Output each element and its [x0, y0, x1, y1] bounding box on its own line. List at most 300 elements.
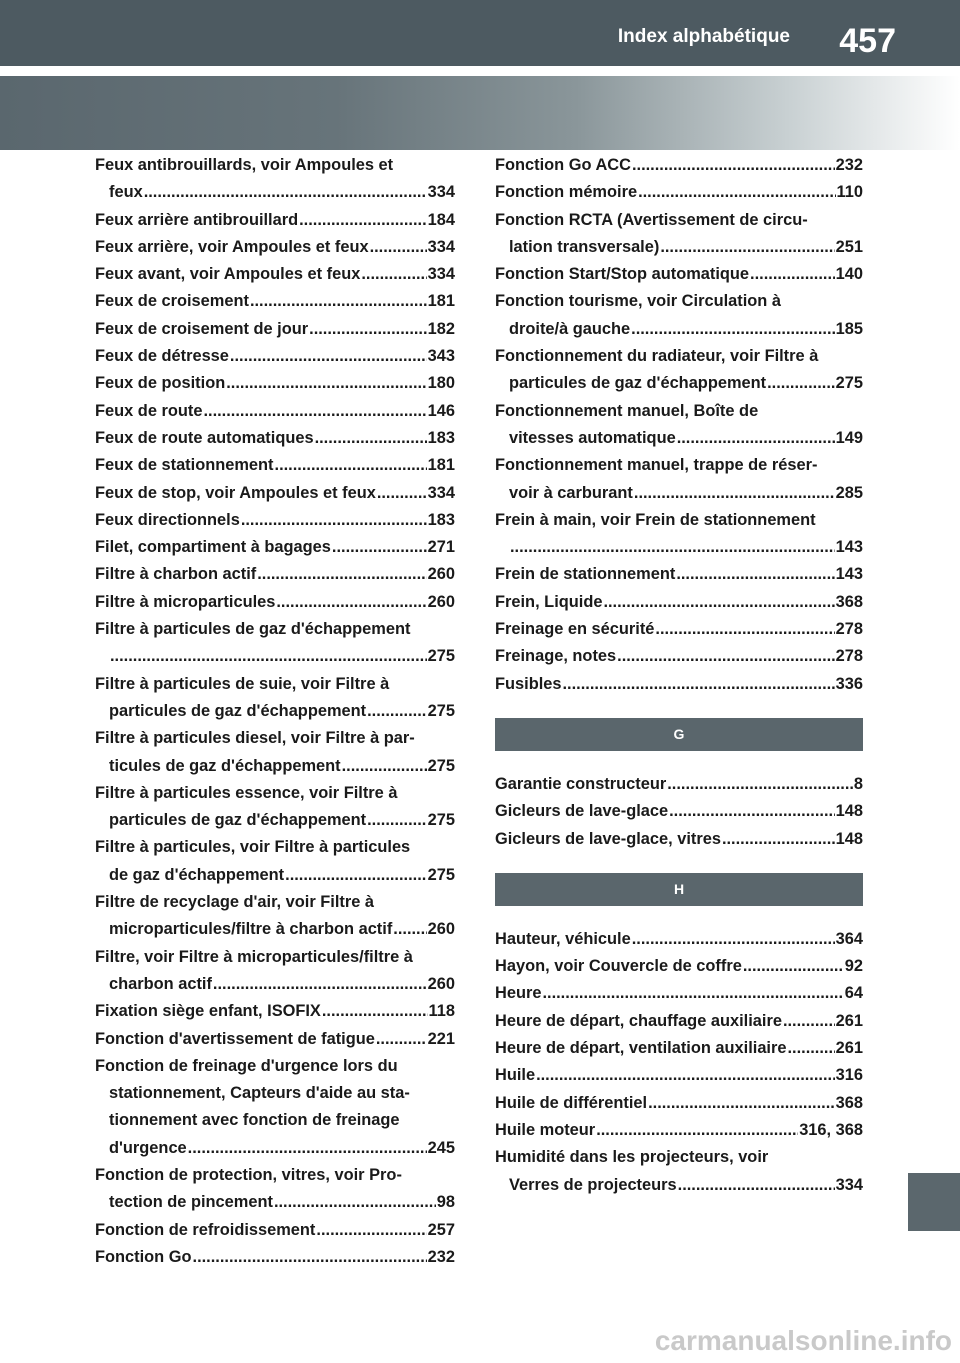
leader-dots [677, 425, 835, 452]
section-header-g: G [495, 718, 863, 751]
index-entry-label: Fonction de refroidissement [95, 1220, 316, 1239]
index-entry-row [95, 398, 455, 425]
leader-dots [226, 370, 426, 397]
leader-dots [638, 179, 835, 206]
index-entry-label: Feux de position [95, 374, 226, 393]
index-entry-label: droite/à gauche [509, 319, 631, 338]
leader-dots [188, 1135, 427, 1162]
index-entry-label: microparticules/filtre à charbon actif [109, 920, 393, 939]
index-entry [495, 152, 863, 179]
leader-dots [274, 1189, 436, 1216]
index-entry-row [95, 589, 455, 616]
index-entry-label: Feux arrière, voir Ampoules et feux [95, 237, 369, 256]
index-entry-page: 260 [427, 592, 455, 611]
index-entry-row [495, 316, 863, 343]
index-entry [495, 1117, 863, 1144]
index-entry-page: 232 [835, 156, 863, 174]
index-entry-page: 181 [427, 292, 455, 311]
index-entry-row [95, 753, 455, 780]
index-entry-label: Feux de stationnement [95, 456, 274, 475]
index-entry-row [495, 425, 863, 452]
index-entry [95, 261, 455, 288]
index-entry-label: Filtre à microparticules [95, 592, 276, 611]
index-entry-page: 260 [427, 565, 455, 584]
section-header-h: H [495, 873, 863, 906]
index-section-h [495, 926, 863, 1199]
index-entry [495, 953, 863, 980]
index-entry [95, 998, 455, 1025]
index-entry-text: Frein à main, voir Frein de stationnement [495, 510, 816, 529]
leader-dots [536, 1062, 835, 1089]
index-entry-text: Fonctionnement du radiateur, voir Filtre à [495, 347, 819, 366]
index-entry-page: 285 [835, 483, 863, 502]
index-entry-page: 260 [427, 920, 455, 939]
index-entry-page: 275 [427, 811, 455, 830]
index-entry-label: Frein, Liquide [495, 592, 603, 611]
leader-dots [617, 643, 835, 670]
index-entry-page: 98 [436, 1193, 455, 1212]
index-entry [95, 370, 455, 397]
index-entry-label: Feux de détresse [95, 347, 229, 366]
index-entry-row [95, 971, 455, 998]
index-entry-row [95, 862, 455, 889]
index-entry-label: Feux de route [95, 401, 203, 420]
index-entry-page: 316, 368 [799, 1120, 863, 1139]
index-entry-label: Filet, compartiment à bagages [95, 538, 331, 557]
index-entry-page: 245 [427, 1138, 455, 1157]
leader-dots [632, 926, 835, 953]
index-entry [95, 534, 455, 561]
leader-dots [257, 561, 426, 588]
index-entry-label: Hauteur, véhicule [495, 929, 631, 948]
index-entry-label: Fusibles [495, 674, 562, 693]
chapter-tab [908, 1173, 960, 1231]
index-entry [95, 725, 455, 780]
leader-dots [660, 234, 834, 261]
index-entry [95, 480, 455, 507]
index-entry-row [95, 1217, 455, 1244]
index-entry-row [495, 1172, 863, 1199]
index-entry-row [95, 916, 455, 943]
leader-dots [632, 152, 835, 179]
index-entry-label: Fixation siège enfant, ISOFIX [95, 1002, 321, 1021]
index-entry-page: 278 [835, 620, 863, 639]
index-entry-page: 334 [427, 237, 455, 256]
index-column-right [495, 152, 863, 1199]
index-entry [495, 771, 863, 798]
leader-dots [213, 971, 427, 998]
index-entry-label: Freinage, notes [495, 647, 617, 666]
index-entry [495, 1144, 863, 1199]
leader-dots [563, 671, 835, 698]
index-entry-page: 140 [835, 265, 863, 284]
index-entry-label: Fonction Start/Stop automatique [495, 265, 750, 284]
index-entry-page: 221 [427, 1029, 455, 1048]
index-entry-row [495, 1062, 863, 1089]
index-entry-row [495, 1035, 863, 1062]
index-entry-row [495, 561, 863, 588]
leader-dots [361, 261, 426, 288]
index-entry-row [95, 643, 455, 670]
leader-dots [596, 1117, 798, 1144]
leader-dots [315, 425, 427, 452]
index-section-f [495, 152, 863, 698]
index-entry-row [95, 534, 455, 561]
index-entry-row [95, 179, 455, 206]
index-entry [95, 944, 455, 999]
index-entry-label: Fonction mémoire [495, 183, 638, 202]
index-entry-row [495, 1008, 863, 1035]
leader-dots [743, 953, 844, 980]
index-entry-label: Heure de départ, ventilation auxiliaire [495, 1039, 787, 1058]
index-entry-label: de gaz d'échappement [109, 865, 285, 884]
index-entry-row [95, 561, 455, 588]
index-entry [495, 179, 863, 206]
index-entry-label: Filtre à charbon actif [95, 565, 257, 584]
index-entry-label: d'urgence [109, 1138, 187, 1157]
index-entry-page: 146 [427, 401, 455, 420]
index-entry-text: Filtre à particules, voir Filtre à particules [95, 838, 411, 857]
index-entry-page: 364 [835, 929, 863, 948]
index-entry [95, 152, 455, 207]
index-entry-text: Feux antibrouillards, voir Ampoules et [95, 156, 394, 174]
index-entry-page: 316 [835, 1066, 863, 1085]
index-entry-text: Filtre à particules de suie, voir Filtre à [95, 674, 390, 693]
index-entry-label: Freinage en sécurité [495, 620, 655, 639]
index-entry-text: Filtre à particules essence, voir Filtre à [95, 783, 398, 802]
index-entry-label: Feux de croisement de jour [95, 319, 309, 338]
index-entry-page: 118 [428, 1002, 455, 1021]
index-entry-label: charbon actif [109, 974, 212, 993]
index-entry-row [495, 953, 863, 980]
index-entry [495, 343, 863, 398]
index-entry-page: 92 [844, 957, 863, 976]
index-entry-text: Fonction tourisme, voir Circulation à [495, 292, 781, 311]
index-entry [495, 561, 863, 588]
leader-dots [322, 998, 428, 1025]
index-entry-page: 8 [853, 774, 863, 793]
leader-dots [370, 234, 427, 261]
index-entry-row [495, 671, 863, 698]
index-entry-row [95, 998, 455, 1025]
index-entry [495, 643, 863, 670]
leader-dots [377, 480, 427, 507]
index-entry-text: Filtre à particules diesel, voir Filtre à par- [95, 729, 415, 748]
leader-dots [393, 916, 426, 943]
index-entry [495, 1008, 863, 1035]
index-entry-page: 261 [835, 1011, 863, 1030]
leader-dots [299, 207, 427, 234]
index-entry-label: Fonction d'avertissement de fatigue [95, 1029, 375, 1048]
leader-dots [787, 1035, 834, 1062]
index-entry-page: 275 [427, 756, 455, 775]
index-entry-row [95, 425, 455, 452]
leader-dots [676, 561, 834, 588]
index-entry-label: Feux directionnels [95, 510, 240, 529]
index-entry-label: Gicleurs de lave-glace [495, 802, 669, 821]
index-entry-page: 64 [844, 984, 863, 1003]
index-entry-text: tionnement avec fonction de freinage [109, 1111, 400, 1130]
index-entry-text: Fonction RCTA (Avertissement de circu- [495, 210, 808, 229]
index-entry [95, 288, 455, 315]
index-entry-page: 261 [835, 1039, 863, 1058]
index-entry-page: 181 [427, 456, 455, 475]
index-entry-page: 275 [427, 647, 455, 666]
index-entry [495, 589, 863, 616]
leader-dots [603, 589, 834, 616]
index-entry-row [495, 152, 863, 179]
leader-dots [648, 1090, 835, 1117]
index-entry-page: 184 [427, 210, 455, 229]
index-entry-label: Feux de croisement [95, 292, 249, 311]
index-entry-label: Garantie constructeur [495, 774, 667, 793]
index-entry-label: Fonction Go ACC [495, 156, 631, 174]
leader-dots [309, 316, 427, 343]
index-entry [95, 671, 455, 726]
watermark: carmanualsonline.info [654, 1325, 952, 1356]
index-entry-row [495, 1090, 863, 1117]
index-entry [495, 1062, 863, 1089]
index-entry-page: 275 [427, 865, 455, 884]
leader-dots [332, 534, 427, 561]
index-entry [95, 1026, 455, 1053]
index-entry-page: 148 [835, 829, 863, 848]
index-entry-text: Fonctionnement manuel, Boîte de [495, 401, 759, 420]
page-number: 457 [839, 22, 896, 60]
index-entry [95, 507, 455, 534]
index-entry-text: Filtre, voir Filtre à microparticules/filtre à [95, 947, 413, 966]
index-entry-label: Feux arrière antibrouillard [95, 210, 299, 229]
index-entry-row [95, 207, 455, 234]
index-entry-label: feux [109, 183, 143, 202]
leader-dots [110, 643, 427, 670]
index-entry [495, 207, 863, 262]
index-entry-page: 148 [835, 802, 863, 821]
index-entry-page: 368 [835, 1093, 863, 1112]
index-entry [495, 1035, 863, 1062]
index-entry-row [95, 1135, 455, 1162]
index-entry-page: 334 [427, 183, 455, 202]
index-entry-page: 275 [427, 701, 455, 720]
index-entry [495, 616, 863, 643]
index-entry-page: 275 [835, 374, 863, 393]
index-entry [95, 207, 455, 234]
leader-dots [667, 771, 853, 798]
index-entry-row [495, 826, 863, 853]
decorative-banner [0, 76, 960, 150]
leader-dots [367, 807, 427, 834]
leader-dots [193, 1244, 427, 1271]
index-section-g [495, 771, 863, 853]
index-entry-row [95, 343, 455, 370]
index-entry-row [495, 480, 863, 507]
index-entry-label: Verres de projecteurs [509, 1175, 677, 1194]
leader-dots [767, 370, 835, 397]
index-entry-row [495, 534, 863, 561]
index-entry-page: 336 [835, 674, 863, 693]
index-entry-row [495, 616, 863, 643]
index-entry [495, 288, 863, 343]
index-entry-label: tection de pincement [109, 1193, 273, 1212]
index-entry-row [495, 798, 863, 825]
index-entry [495, 507, 863, 562]
index-entry-row [95, 1244, 455, 1271]
index-entry-text: stationnement, Capteurs d'aide au sta- [109, 1084, 410, 1103]
index-entry-page: 180 [427, 374, 455, 393]
leader-dots [241, 507, 427, 534]
index-entry-label: particules de gaz d'échappement [109, 811, 367, 830]
index-entry-row [495, 771, 863, 798]
index-entry [95, 398, 455, 425]
index-entry [95, 780, 455, 835]
index-entry-row [495, 980, 863, 1007]
index-entry-text: Fonction de freinage d'urgence lors du [95, 1056, 398, 1075]
index-entry [95, 452, 455, 479]
index-entry-text: Filtre à particules de gaz d'échappement [95, 620, 411, 639]
index-entry-row [95, 316, 455, 343]
index-column-left [95, 152, 455, 1271]
index-entry-row [495, 370, 863, 397]
index-entry [495, 826, 863, 853]
index-entry-row [495, 589, 863, 616]
index-entry [95, 1217, 455, 1244]
leader-dots [542, 980, 843, 1007]
index-entry [95, 589, 455, 616]
index-entry-label: Huile [495, 1066, 536, 1085]
index-entry [495, 926, 863, 953]
index-entry-label: particules de gaz d'échappement [509, 374, 767, 393]
index-entry-row [95, 1189, 455, 1216]
index-entry-text: Filtre de recyclage d'air, voir Filtre à [95, 893, 375, 912]
index-entry [95, 343, 455, 370]
index-entry-row [495, 234, 863, 261]
index-entry-page: 343 [427, 347, 455, 366]
index-entry [95, 889, 455, 944]
index-entry-label: particules de gaz d'échappement [109, 701, 367, 720]
leader-dots [367, 698, 427, 725]
index-entry-label: Gicleurs de lave-glace, vitres [495, 829, 721, 848]
index-entry [495, 398, 863, 453]
leader-dots [316, 1217, 426, 1244]
index-entry-row [95, 234, 455, 261]
index-entry-page: 278 [835, 647, 863, 666]
index-entry-label: Feux avant, voir Ampoules et feux [95, 265, 361, 284]
leader-dots [722, 826, 835, 853]
index-entry-row [95, 507, 455, 534]
index-entry-page: 232 [427, 1247, 455, 1266]
index-entry-page: 183 [427, 510, 455, 529]
index-entry-label: Heure de départ, chauffage auxiliaire [495, 1011, 782, 1030]
index-entry-row [95, 807, 455, 834]
leader-dots [678, 1172, 835, 1199]
index-entry-label: voir à carburant [509, 483, 633, 502]
index-entry [95, 425, 455, 452]
index-entry [495, 980, 863, 1007]
index-entry-page: 334 [427, 483, 455, 502]
index-entry-label: Heure [495, 984, 542, 1003]
leader-dots [250, 288, 427, 315]
leader-dots [634, 480, 835, 507]
index-entry-page: 368 [835, 592, 863, 611]
leader-dots [203, 398, 426, 425]
index-entry-label: lation transversale) [509, 237, 660, 256]
leader-dots [144, 179, 427, 206]
index-entry-page: 182 [427, 319, 455, 338]
index-entry-label: Frein de stationnement [495, 565, 676, 584]
index-entry [495, 798, 863, 825]
index-entry-page: 149 [835, 428, 863, 447]
index-entry-page: 185 [835, 319, 863, 338]
index-entry-row [95, 288, 455, 315]
leader-dots [510, 534, 835, 561]
index-entry [495, 1090, 863, 1117]
index-entry [95, 316, 455, 343]
index-entry-page: 260 [427, 974, 455, 993]
index-entry-label: vitesses automatique [509, 428, 676, 447]
index-entry-row [495, 926, 863, 953]
index-entry-page: 183 [427, 428, 455, 447]
index-entry [95, 234, 455, 261]
index-entry-text: Fonctionnement manuel, trappe de réser- [495, 456, 818, 475]
index-entry-page: 334 [835, 1175, 863, 1194]
index-entry-row [95, 261, 455, 288]
index-entry-row [95, 370, 455, 397]
index-entry-label: Huile moteur [495, 1120, 596, 1139]
index-entry [95, 616, 455, 671]
index-entry-text: Fonction de protection, vitres, voir Pro- [95, 1165, 402, 1184]
index-entry-label: Feux de route automatiques [95, 428, 314, 447]
index-entry-label: Huile de différentiel [495, 1093, 648, 1112]
index-entry-page: 143 [835, 565, 863, 584]
index-entry [95, 1053, 455, 1162]
leader-dots [669, 798, 835, 825]
index-entry-page: 110 [836, 183, 863, 202]
index-entry-page: 143 [835, 538, 863, 557]
index-entry-text: Humidité dans les projecteurs, voir [495, 1148, 769, 1167]
leader-dots [655, 616, 834, 643]
leader-dots [376, 1026, 427, 1053]
header-band [0, 0, 960, 66]
leader-dots [750, 261, 835, 288]
index-entry [495, 452, 863, 507]
index-entry [95, 1244, 455, 1271]
index-entry [495, 261, 863, 288]
index-entry-row [495, 1117, 863, 1144]
index-entry-page: 271 [427, 538, 455, 557]
index-entry-row [95, 452, 455, 479]
leader-dots [783, 1008, 835, 1035]
index-entry-page: 257 [427, 1220, 455, 1239]
index-entry-label: ticules de gaz d'échappement [109, 756, 341, 775]
index-entry [95, 561, 455, 588]
index-entry-label: Feux de stop, voir Ampoules et feux [95, 483, 376, 502]
leader-dots [342, 753, 427, 780]
section-title: Index alphabétique [617, 26, 790, 47]
index-entry-label: Fonction Go [95, 1247, 192, 1266]
index-entry-row [495, 261, 863, 288]
index-entry-page: 334 [427, 265, 455, 284]
index-entry [95, 1162, 455, 1217]
leader-dots [276, 589, 426, 616]
leader-dots [285, 862, 427, 889]
index-entry-row [495, 179, 863, 206]
index-entry-row [495, 643, 863, 670]
index-entry-page: 251 [835, 237, 863, 256]
index-entry-label: Hayon, voir Couvercle de coffre [495, 957, 742, 976]
leader-dots [275, 452, 427, 479]
index-entry-row [95, 1026, 455, 1053]
index-entry [95, 834, 455, 889]
